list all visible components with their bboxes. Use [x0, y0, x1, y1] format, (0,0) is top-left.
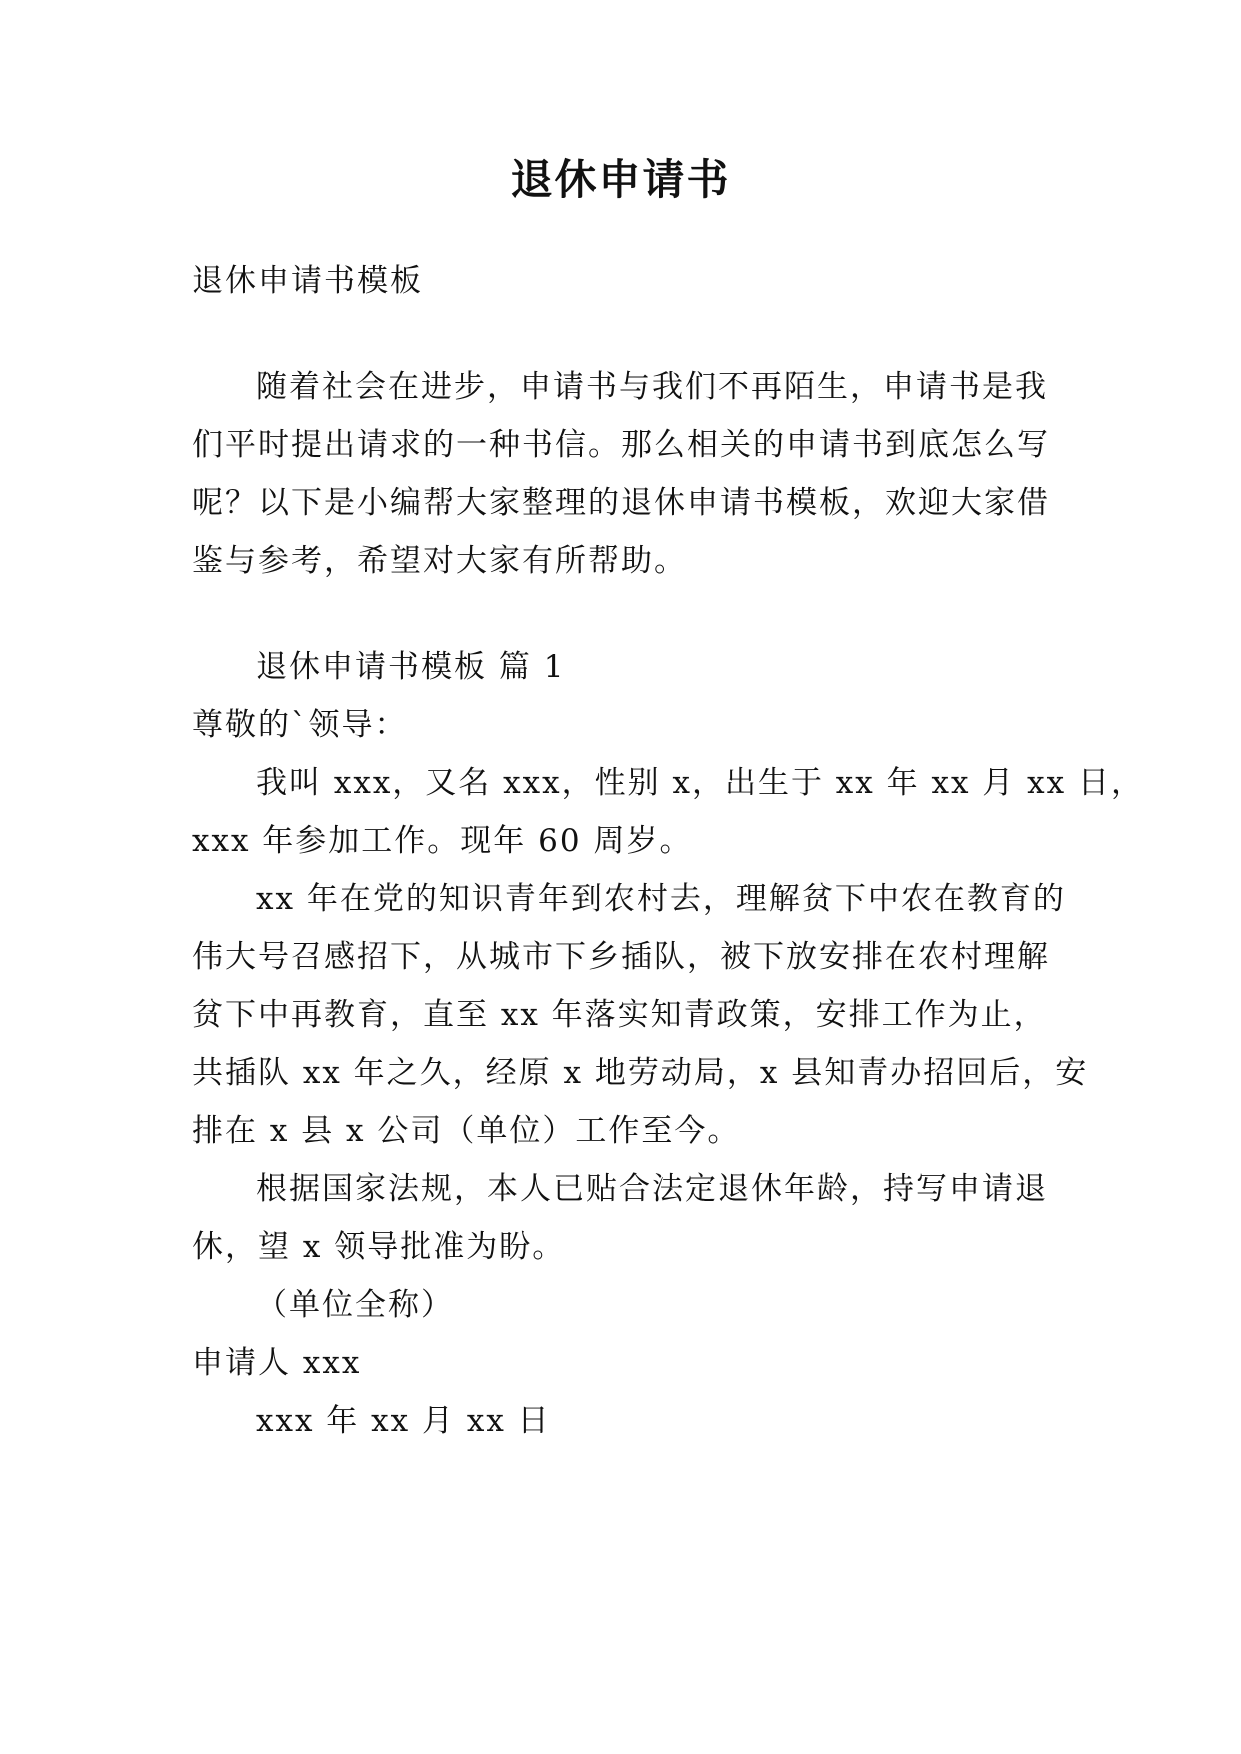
para3-line-1: 根据国家法规，本人已贴合法定退休年龄，持写申请退: [256, 1171, 1048, 1207]
para1-line-2: xxx 年参加工作。现年 60 周岁。: [192, 823, 693, 859]
intro-line-4: 鉴与参考，希望对大家有所帮助。: [192, 543, 687, 579]
para2-line-3: 贫下中再教育，直至 xx 年落实知青政策，安排工作为止，: [192, 997, 1047, 1033]
para2-line-1: xx 年在党的知识青年到农村去，理解贫下中农在教育的: [256, 881, 1066, 917]
intro-line-3: 呢？以下是小编帮大家整理的退休申请书模板，欢迎大家借: [192, 485, 1050, 521]
applicant-line: 申请人 xxx: [192, 1345, 362, 1381]
salutation: 尊敬的`领导：: [192, 707, 408, 743]
para1-line-1: 我叫 xxx，又名 xxx，性别 x，出生于 xx 年 xx 月 xx 日，: [256, 765, 1144, 801]
para2-line-5: 排在 x 县 x 公司（单位）工作至今。: [192, 1113, 741, 1149]
org-name: （单位全称）: [256, 1287, 454, 1323]
intro-line-2: 们平时提出请求的一种书信。那么相关的申请书到底怎么写: [192, 427, 1050, 463]
intro-line-1: 随着社会在进步，申请书与我们不再陌生，申请书是我: [256, 369, 1048, 405]
para2-line-4: 共插队 xx 年之久，经原 x 地劳动局，x 县知青办招回后，安: [192, 1055, 1089, 1091]
para2-line-2: 伟大号召感招下，从城市下乡插队，被下放安排在农村理解: [192, 939, 1050, 975]
document-subtitle: 退休申请书模板: [192, 263, 423, 299]
document-title: 退休申请书: [510, 155, 731, 204]
para3-line-2: 休，望 x 领导批准为盼。: [192, 1229, 566, 1265]
section-heading: 退休申请书模板 篇 1: [256, 649, 566, 685]
date-line: xxx 年 xx 月 xx 日: [256, 1403, 551, 1439]
